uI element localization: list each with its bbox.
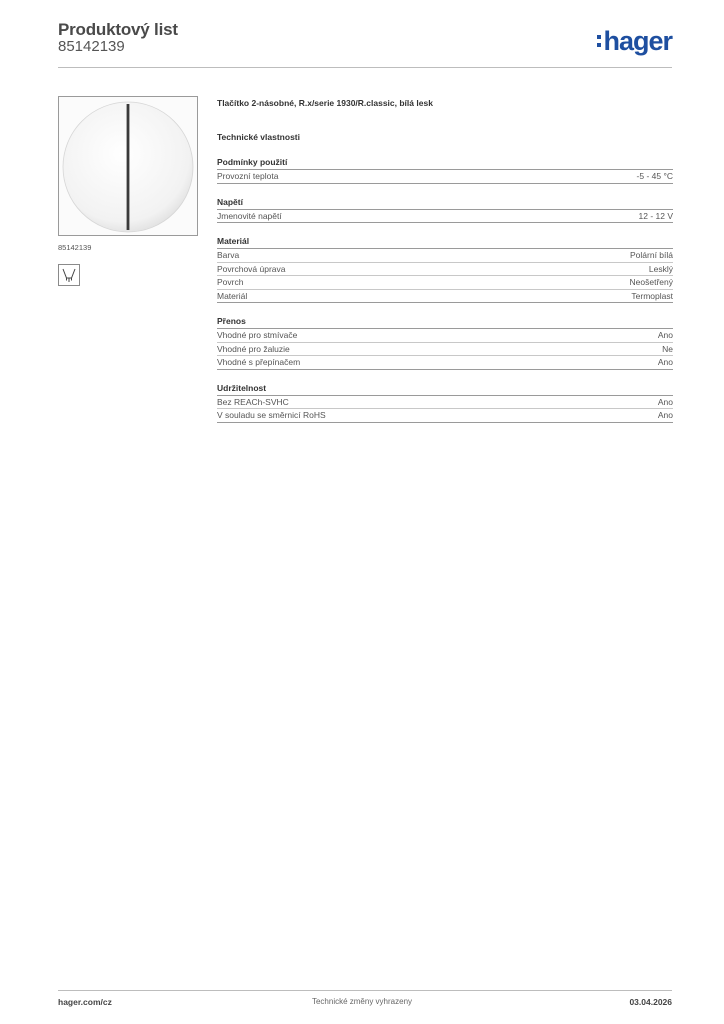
spec-value: 12 - 12 V [638, 210, 673, 221]
spec-value: Ano [657, 357, 673, 367]
push-button-icon [59, 97, 197, 235]
product-title: Tlačítko 2-násobné, R.x/serie 1930/R.classic, bílá lesk [217, 98, 433, 108]
spec-value: Ne [662, 343, 673, 354]
website-link[interactable]: hager.com/cz [58, 997, 112, 1007]
spec-row [217, 249, 673, 263]
page-title: Produktový list [58, 20, 178, 39]
spec-row [217, 356, 673, 370]
logo-dots-icon [597, 35, 601, 47]
spec-label: Povrchová úprava [217, 263, 286, 274]
spec-row [217, 263, 673, 277]
product-number: 85142139 [58, 38, 125, 55]
spec-value: Polární bílá [630, 250, 673, 260]
technical-heading: Technické vlastnosti [217, 132, 300, 142]
spec-label: Jmenovité napětí [217, 210, 282, 221]
footer-note: Technické změny vyhrazeny [311, 997, 413, 1006]
spec-label: Vhodné pro stmívače [217, 330, 298, 340]
section-title: Podmínky použití [217, 156, 673, 170]
spec-row [217, 329, 673, 343]
section-title: Udržitelnost [217, 382, 673, 396]
image-caption: 85142139 [58, 243, 92, 252]
spec-label: Vhodné pro žaluzie [217, 343, 290, 354]
spec-value: Ano [657, 396, 673, 407]
section-sustainability [217, 382, 673, 423]
spec-row [217, 396, 673, 410]
spec-value: Lesklý [648, 263, 673, 274]
hager-logo[interactable] [597, 26, 672, 56]
footer-divider [58, 990, 672, 991]
spec-row [217, 210, 673, 224]
product-image [58, 96, 198, 236]
spec-value: Ano [657, 410, 673, 420]
spec-label: Barva [217, 250, 240, 260]
spec-label: Vhodné s přepínačem [217, 357, 301, 367]
spec-row [217, 343, 673, 357]
spec-value: Ano [657, 330, 673, 340]
section-title: Materiál [217, 235, 673, 249]
logo-text: hager [603, 25, 672, 56]
spec-row [217, 276, 673, 290]
spec-label: Povrch [217, 277, 244, 287]
section-usage [217, 156, 673, 184]
section-material [217, 235, 673, 303]
spec-label: Provozní teplota [217, 171, 279, 181]
spec-value: -5 - 45 °C [636, 171, 673, 181]
spec-label: Materiál [217, 290, 248, 301]
spec-row [217, 290, 673, 304]
specifications [217, 96, 673, 423]
spec-value: Termoplast [631, 290, 673, 301]
spec-label: V souladu se směrnicí RoHS [217, 410, 326, 420]
section-transmission [217, 315, 673, 370]
header-divider [58, 67, 672, 68]
section-title: Napětí [217, 196, 673, 210]
spec-label: Bez REACh-SVHC [217, 396, 289, 407]
section-voltage [217, 196, 673, 224]
footer-date: 03.04.2026 [629, 997, 672, 1007]
wiring-symbol-icon [58, 264, 80, 286]
spec-row [217, 170, 673, 184]
section-title: Přenos [217, 315, 673, 329]
spec-value: Neošetřený [629, 277, 673, 287]
spec-row [217, 409, 673, 423]
